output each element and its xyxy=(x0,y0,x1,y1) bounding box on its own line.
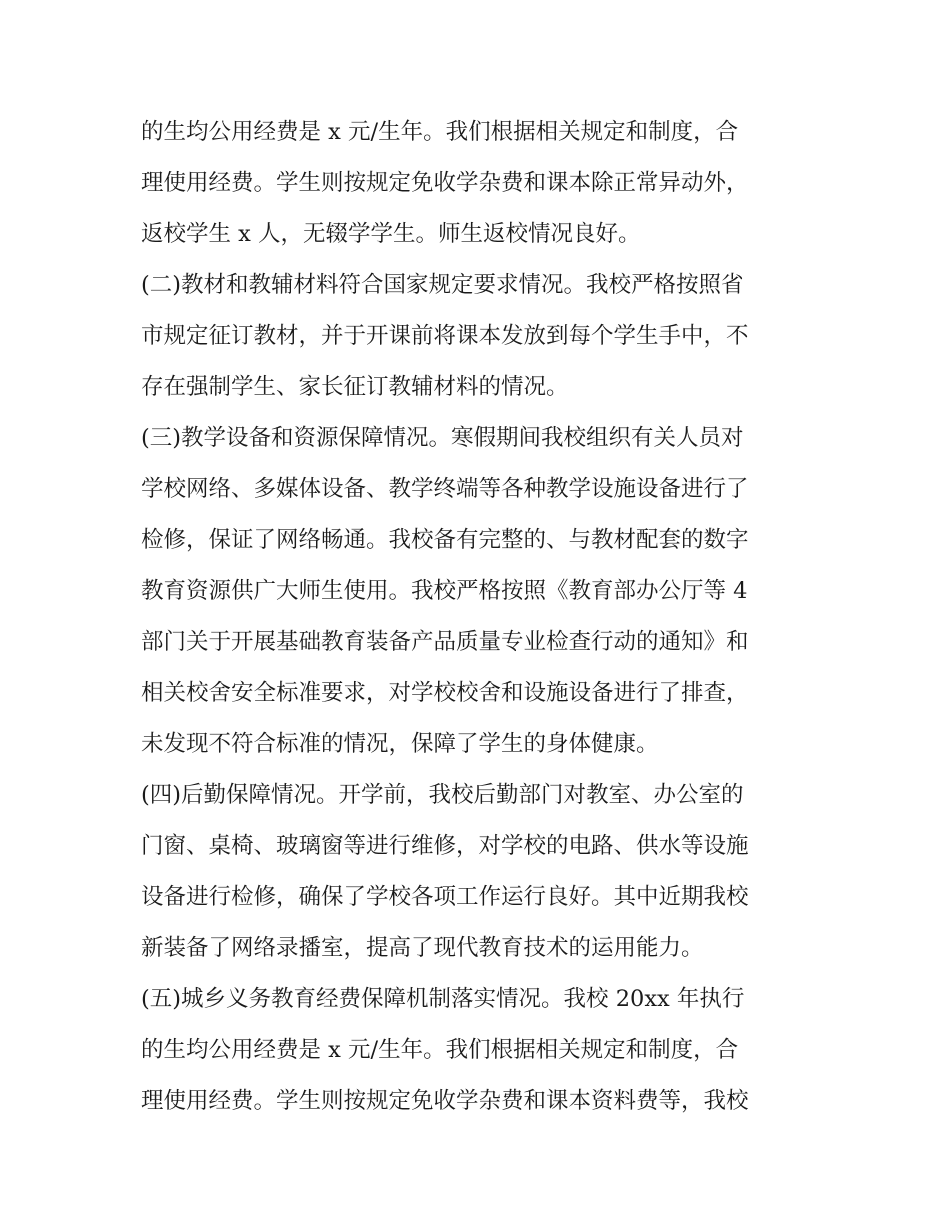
text-line-11: 部门关于开展基础教育装备产品质量专业检查行动的通知》和 xyxy=(141,629,749,655)
text-line-1: 的生均公用经费是 x 元/生年。我们根据相关规定和制度，合 xyxy=(141,119,739,145)
text-line-10: 教育资源供广大师生使用。我校严格按照《教育部办公厅等 4 xyxy=(141,578,748,604)
text-line-13: 未发现不符合标准的情况，保障了学生的身体健康。 xyxy=(141,731,659,757)
text-line-7: (三)教学设备和资源保障情况。寒假期间我校组织有关人员对 xyxy=(141,425,744,451)
text-line-18: (五)城乡义务教育经费保障机制落实情况。我校 20xx 年执行 xyxy=(141,986,745,1012)
text-line-6: 存在强制学生、家长征订教辅材料的情况。 xyxy=(141,374,569,400)
text-line-16: 设备进行检修，确保了学校各项工作运行良好。其中近期我校 xyxy=(141,884,749,910)
text-line-19: 的生均公用经费是 x 元/生年。我们根据相关规定和制度，合 xyxy=(141,1037,739,1063)
text-line-14: (四)后勤保障情况。开学前，我校后勤部门对教室、办公室的 xyxy=(141,782,744,808)
text-line-15: 门窗、桌椅、玻璃窗等进行维修，对学校的电路、供水等设施 xyxy=(141,833,749,859)
text-line-2: 理使用经费。学生则按规定免收学杂费和课本除正常异动外， xyxy=(141,170,749,196)
text-line-3: 返校学生 x 人，无辍学学生。师生返校情况良好。 xyxy=(141,221,641,247)
text-line-20: 理使用经费。学生则按规定免收学杂费和课本资料费等，我校 xyxy=(141,1088,749,1114)
text-line-17: 新装备了网络录播室，提高了现代教育技术的运用能力。 xyxy=(141,935,704,961)
text-line-9: 检修，保证了网络畅通。我校备有完整的、与教材配套的数字 xyxy=(141,527,749,553)
text-line-4: (二)教材和教辅材料符合国家规定要求情况。我校严格按照省 xyxy=(141,272,744,298)
text-line-5: 市规定征订教材，并于开课前将课本发放到每个学生手中，不 xyxy=(141,323,749,349)
text-line-8: 学校网络、多媒体设备、教学终端等各种教学设施设备进行了 xyxy=(141,476,749,502)
body-text xyxy=(141,107,821,1127)
text-line-12: 相关校舍安全标准要求，对学校校舍和设施设备进行了排查， xyxy=(141,680,749,706)
